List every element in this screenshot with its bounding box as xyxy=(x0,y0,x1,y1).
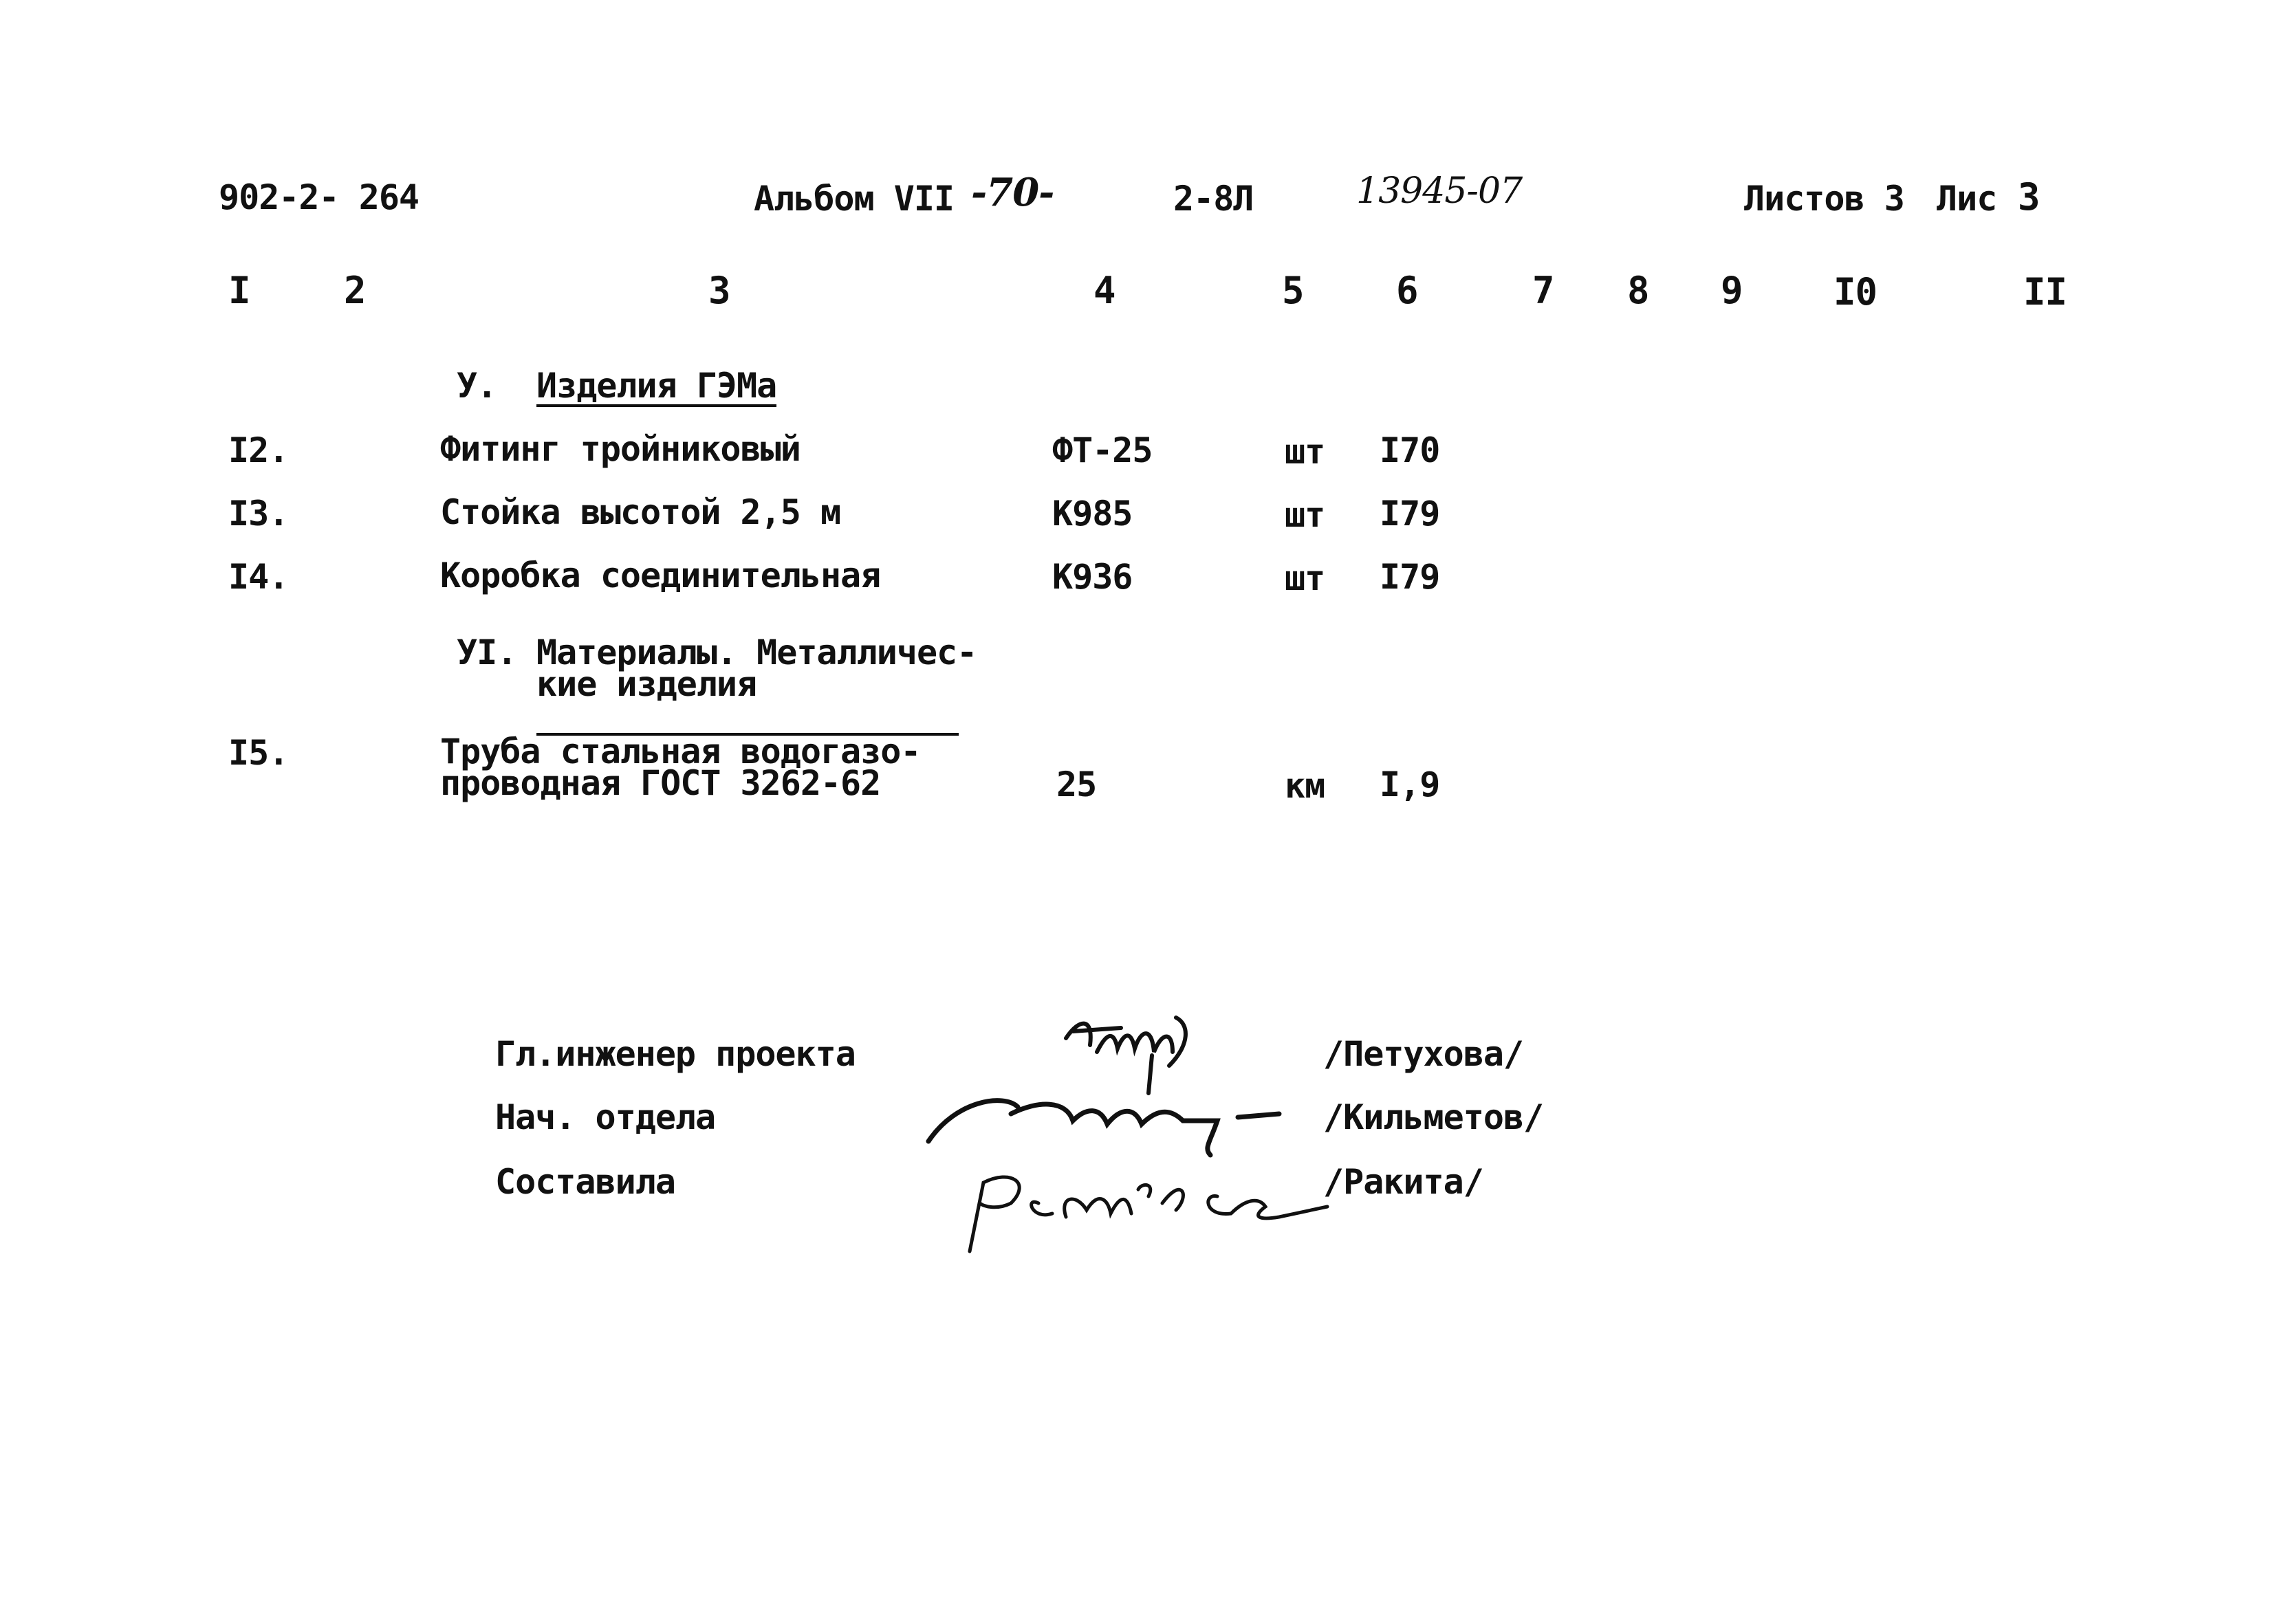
section-title: Изделия ГЭМа xyxy=(536,366,777,406)
item-code: 25 xyxy=(1056,765,1097,804)
column-number: 8 xyxy=(1627,269,1649,312)
sheet-number: 3 xyxy=(2018,175,2040,219)
item-unit: шт xyxy=(1285,432,1325,472)
row-number: I2. xyxy=(228,430,289,470)
item-code: К936 xyxy=(1052,557,1133,597)
section-title: Материалы. Металличес- xyxy=(536,633,977,672)
item-name: Труба стальная водогазо- xyxy=(440,732,921,771)
signature-image xyxy=(915,1073,1300,1162)
series-code: 2-8Л xyxy=(1173,179,1254,219)
column-number: 7 xyxy=(1532,269,1554,312)
column-number: I xyxy=(228,269,250,312)
sheet-label: Лис xyxy=(1937,179,1997,219)
item-name: Фитинг тройниковый xyxy=(440,429,801,469)
signature-image xyxy=(956,1155,1341,1258)
column-number: 2 xyxy=(344,269,366,312)
item-unit: шт xyxy=(1285,558,1325,598)
item-name: Стойка высотой 2,5 м xyxy=(440,492,841,532)
registration-number: 13945-07 xyxy=(1356,171,1523,212)
column-number: 5 xyxy=(1282,269,1304,312)
section-number: У. xyxy=(457,366,497,406)
item-quantity: I,9 xyxy=(1380,765,1440,804)
item-quantity: I70 xyxy=(1380,430,1440,470)
row-number: I5. xyxy=(228,733,289,773)
column-number: I0 xyxy=(1833,270,1877,314)
page-mark: -70- xyxy=(971,170,1054,215)
column-number: 6 xyxy=(1396,269,1418,312)
signature-name: /Петухова/ xyxy=(1323,1034,1524,1074)
item-code: ФТ-25 xyxy=(1052,430,1153,470)
signature-name: /Кильметов/ xyxy=(1323,1097,1544,1137)
item-name: проводная ГОСТ 3262-62 xyxy=(440,763,881,803)
signature-name: /Ракита/ xyxy=(1323,1162,1483,1202)
row-number: I3. xyxy=(228,494,289,534)
document-code: 902-2- 264 xyxy=(219,177,420,217)
row-number: I4. xyxy=(228,557,289,597)
sheets-total: Листов 3 xyxy=(1744,179,1904,219)
signature-role: Нач. отдела xyxy=(495,1097,716,1137)
section-number: УI. xyxy=(457,633,517,672)
section-title-underline xyxy=(536,664,959,736)
signature-role: Составила xyxy=(495,1162,675,1202)
signature-role: Гл.инженер проекта xyxy=(495,1034,856,1074)
item-unit: км xyxy=(1285,766,1325,806)
item-name: Коробка соединительная xyxy=(440,556,881,595)
item-code: К985 xyxy=(1052,494,1133,534)
column-number: II xyxy=(2023,270,2067,314)
item-unit: шт xyxy=(1285,495,1325,535)
column-number: 4 xyxy=(1093,269,1115,312)
item-quantity: I79 xyxy=(1380,557,1440,597)
column-number: 9 xyxy=(1721,269,1743,312)
album-label: Альбом VII xyxy=(754,179,955,219)
section-title: кие изделия xyxy=(536,664,757,704)
column-number: 3 xyxy=(708,269,730,312)
item-quantity: I79 xyxy=(1380,494,1440,534)
